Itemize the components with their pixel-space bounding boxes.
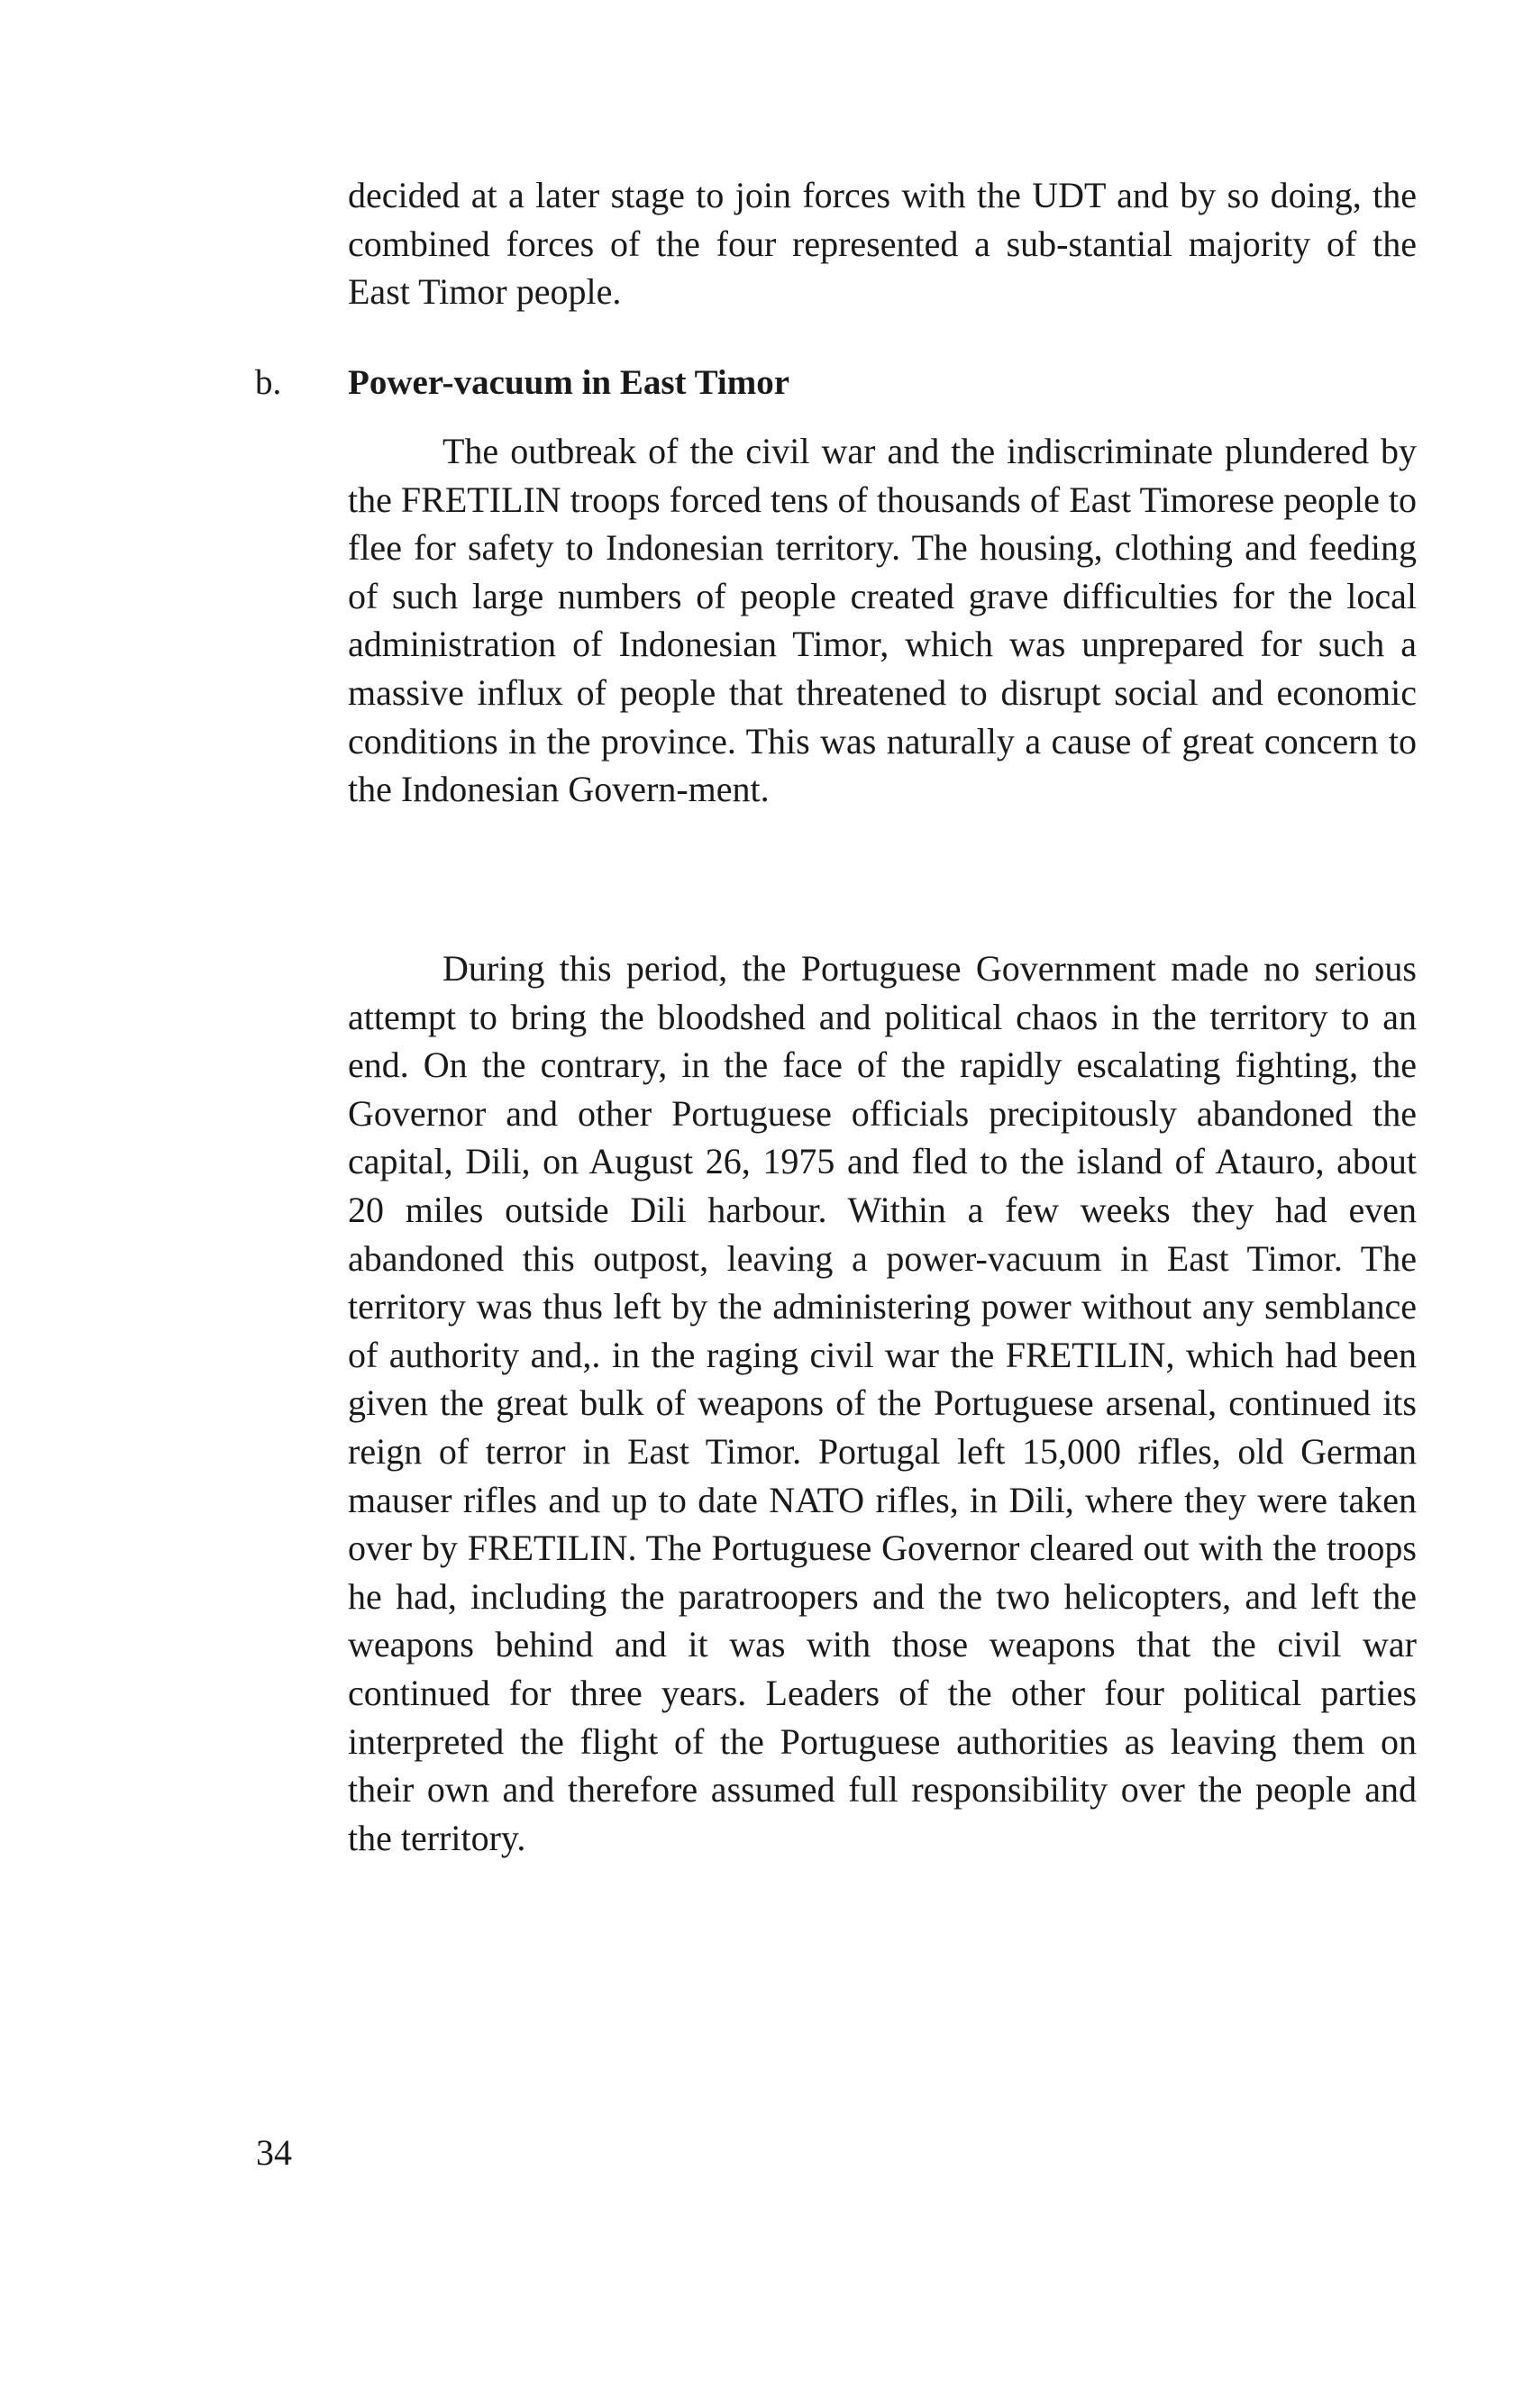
section-label: b. [255,363,282,402]
body-paragraph: The outbreak of the civil war and the indiscriminate plundered by the FRETILIN troops forced tens of thousands of East Timorese people to flee for safety to Indonesian territory. The housing, clothing and feeding of such large numbers of people created grave difficulties for the local administration of Indonesian Timor, which was unprepared for such a massive influx of people that threatened to disrupt social and economic conditions in the province. This was naturally a cause of great concern to the Indonesian Govern-ment. [348,431,1417,810]
body-paragraph: During this period, the Portuguese Government made no serious attempt to bring the bloodshed and political chaos in the territory to an end. On the contrary, in the face of the rapidly escalating fighting, the Governor and other Portuguese officials precipitously abandoned the capital, Dili, on August 26, 1975 and fled to the island of Atauro, about 20 miles outside Dili harbour. Within a few weeks they had even abandoned this outpost, leaving a power-vacuum in East Timor. The territory was thus left by the administering power without any semblance of authority and,. in the raging civil war the FRETILIN, which had been given the great bulk of weapons of the Portuguese arsenal, continued its reign of terror in East Timor. Portugal left 15,000 rifles, old German mauser rifles and up to date NATO rifles, in Dili, where they were taken over by FRETILIN. The Portuguese Governor cleared out with the troops he had, including the paratroopers and the two helicopters, and left the weapons behind and it was with those weapons that the civil war continued for three years. Leaders of the other four political parties interpreted the flight of the Portuguese authorities as leaving them on their own and therefore assumed full responsibility over the people and the territory. [348,948,1417,1858]
section-title: Power-vacuum in East Timor [348,363,790,402]
intro-paragraph: decided at a later stage to join forces with the UDT and by so doing, the combined forces of the four represented a sub-stantial majority of the East Timor people. [348,175,1417,313]
page-number: 34 [256,2132,292,2173]
